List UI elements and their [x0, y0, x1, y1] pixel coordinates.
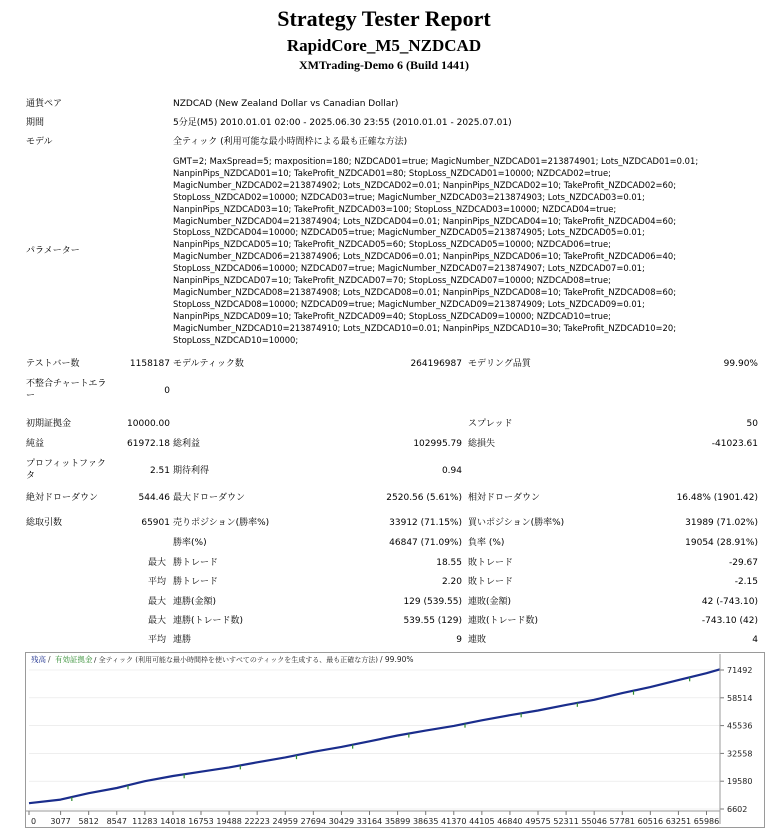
param-line: NanpinPips_NZDCAD03=10; TakeProfit_NZDCAD03=100; StopLoss_NZDCAD03=10000; NZDCAD04=true; [173, 203, 617, 214]
ticks-label: モデルティック数 [173, 359, 244, 369]
param-line: MagicNumber_NZDCAD06=213874906; Lots_NZDCAD06=0.01; NanpinPips_NZDCAD06=10; TakeProfit_NZDCAD06=40; [173, 251, 677, 262]
x-tick-label: 22223 [244, 817, 270, 826]
quality-value: 99.90% [723, 359, 758, 369]
x-tick-label: 44105 [469, 817, 495, 826]
x-tick-label: 16753 [188, 817, 214, 826]
max-cons-money-word: 最大 [148, 597, 167, 607]
abs-drawdown-value: 544.46 [138, 493, 170, 503]
mismatch-value: 0 [164, 386, 170, 396]
avg-loss-label: 敗トレード [468, 577, 514, 587]
gross-profit-value: 102995.79 [413, 439, 462, 449]
symbol-label: 通貨ペア [26, 99, 63, 109]
avg-cons-word: 平均 [148, 635, 167, 645]
gross-loss-label: 総損失 [468, 439, 496, 449]
legend-equity: 有効証拠金 [55, 655, 93, 664]
spread-value: 50 [746, 419, 758, 429]
x-tick-label: 11283 [132, 817, 158, 826]
param-line: StopLoss_NZDCAD08=10000; NZDCAD09=true; MagicNumber_NZDCAD09=213874909; Lots_NZDCAD09=0.01; [173, 298, 645, 309]
period-label: 期間 [26, 118, 45, 128]
param-line: NanpinPips_NZDCAD09=10; TakeProfit_NZDCAD09=40; StopLoss_NZDCAD09=10000; NZDCAD10=true; [173, 310, 611, 321]
period-value: 5分足(M5) 2010.01.01 02:00 - 2025.06.30 23:55 (2010.01.01 - 2025.07.01) [173, 118, 512, 128]
largest-win-label: 勝トレード [173, 558, 219, 568]
total-trades-label: 総取引数 [26, 518, 63, 528]
largest-win-value: 18.55 [436, 558, 462, 568]
long-positions-value: 31989 (71.02%) [685, 518, 758, 528]
gross-profit-label: 総利益 [173, 439, 201, 449]
y-tick-label: 71492 [727, 666, 753, 675]
deposit-value: 10000.00 [127, 419, 170, 429]
model-value: 全ティック (利用可能な最小時間枠による最も正確な方法) [173, 137, 408, 147]
param-line: NanpinPips_NZDCAD01=10; TakeProfit_NZDCAD01=80; StopLoss_NZDCAD01=10000; NZDCAD02=true; [173, 167, 611, 178]
ticks-value: 264196987 [410, 359, 462, 369]
y-tick-label: 6602 [727, 805, 748, 814]
short-positions-label: 売りポジション(勝率%) [173, 518, 270, 528]
max-cons-trades-word: 最大 [148, 616, 167, 626]
param-line: MagicNumber_NZDCAD10=213874910; Lots_NZDCAD10=0.01; NanpinPips_NZDCAD10=30; TakeProfit_NZDCAD10=20; [173, 322, 677, 333]
x-tick-label: 35899 [384, 817, 411, 826]
param-line: StopLoss_NZDCAD04=10000; NZDCAD05=true; MagicNumber_NZDCAD05=213874905; Lots_NZDCAD05=0.01; [173, 227, 645, 238]
largest-word: 最大 [148, 558, 167, 568]
avg-win-value: 2.20 [441, 577, 462, 587]
x-tick-label: 30429 [328, 817, 355, 826]
avg-cons-losses-label: 連敗 [468, 635, 487, 645]
model-label: モデル [26, 137, 53, 147]
x-tick-label: 14018 [160, 817, 186, 826]
expected-payoff-label: 期待利得 [173, 466, 210, 476]
report-title: Strategy Tester Report [277, 6, 491, 31]
balance-chart [25, 652, 765, 828]
expert-name: RapidCore_M5_NZDCAD [286, 36, 482, 55]
y-tick-label: 19580 [727, 777, 753, 787]
max-drawdown-value: 2520.56 (5.61%) [386, 493, 462, 503]
avg-win-label: 勝トレード [173, 577, 219, 587]
param-line: GMT=2; MaxSpread=5; maxposition=180; NZDCAD01=true; MagicNumber_NZDCAD01=213874901; Lots_NZDCAD01=0.01; [173, 156, 699, 166]
symbol-value: NZDCAD (New Zealand Dollar vs Canadian Dollar) [173, 99, 399, 109]
avg-cons-wins-value: 9 [456, 635, 462, 645]
x-tick-label: 65986 [693, 817, 720, 826]
cons-wins-money-label: 連勝(金額) [173, 597, 217, 607]
average-word: 平均 [148, 577, 167, 587]
param-line: MagicNumber_NZDCAD02=213874902; Lots_NZDCAD02=0.01; NanpinPips_NZDCAD02=10; TakeProfit_NZDCAD02=60; [173, 179, 677, 190]
x-tick-label: 19488 [216, 817, 242, 826]
win-rate-value: 46847 (71.09%) [389, 538, 462, 548]
param-line: MagicNumber_NZDCAD04=213874904; Lots_NZDCAD04=0.01; NanpinPips_NZDCAD04=10; TakeProfit_NZDCAD04=60; [173, 215, 677, 226]
param-line: NanpinPips_NZDCAD05=10; TakeProfit_NZDCAD05=60; StopLoss_NZDCAD05=10000; NZDCAD06=true; [173, 239, 611, 250]
x-tick-label: 3077 [50, 817, 71, 826]
param-line: StopLoss_NZDCAD02=10000; NZDCAD03=true; MagicNumber_NZDCAD03=213874903; Lots_NZDCAD03=0.01; [173, 191, 645, 202]
deposit-label: 初期証拠金 [26, 419, 72, 429]
y-tick-label: 32558 [727, 749, 753, 759]
cons-losses-money-label: 連敗(金額) [468, 597, 512, 607]
cons-wins-money-value: 129 (539.55) [403, 597, 462, 607]
x-tick-label: 33164 [356, 817, 383, 826]
loss-rate-label: 負率 (%) [468, 538, 505, 548]
quality-label: モデリング品質 [468, 359, 531, 369]
params-label: パラメーター [26, 246, 80, 256]
bars-value: 1158187 [129, 359, 170, 369]
loss-rate-value: 19054 (28.91%) [685, 538, 758, 548]
x-tick-label: 55046 [581, 817, 607, 826]
x-tick-label: 27694 [300, 817, 327, 826]
x-tick-label: 49575 [525, 817, 551, 826]
avg-cons-wins-label: 連勝 [173, 635, 192, 645]
x-tick-label: 57781 [609, 817, 635, 826]
x-tick-label: 5812 [78, 817, 99, 826]
profit-factor-label: プロフィットファク [26, 459, 106, 469]
profit-factor-label-2: タ [26, 471, 36, 481]
mismatch-label: 不整合チャートエラ [26, 379, 107, 389]
legend-model: / 全ティック (利用可能な最小時間枠を使いすべてのティックを生成する、最も正確な方法) [94, 656, 379, 664]
total-trades-value: 65901 [141, 518, 170, 528]
x-tick-label: 24959 [272, 817, 298, 826]
rel-drawdown-label: 相対ドローダウン [468, 493, 541, 503]
largest-loss-label: 敗トレード [468, 558, 514, 568]
legend-separator: / [48, 655, 51, 664]
cons-wins-trades-value: 539.55 (129) [403, 616, 462, 626]
chart-frame [26, 653, 765, 828]
max-drawdown-label: 最大ドローダウン [173, 493, 246, 503]
rel-drawdown-value: 16.48% (1901.42) [676, 493, 758, 503]
abs-drawdown-label: 絶対ドローダウン [26, 493, 99, 503]
param-line: StopLoss_NZDCAD10=10000; [173, 334, 299, 345]
x-tick-label: 46840 [497, 817, 523, 826]
params-block [173, 156, 763, 347]
gross-loss-value: -41023.61 [711, 439, 758, 449]
legend-balance: 残高 [31, 655, 46, 664]
x-tick-label: 0 [31, 817, 37, 826]
param-line: NanpinPips_NZDCAD07=10; TakeProfit_NZDCAD07=70; StopLoss_NZDCAD07=10000; NZDCAD08=true; [173, 275, 611, 286]
y-tick-label: 58514 [727, 693, 753, 703]
param-line: StopLoss_NZDCAD06=10000; NZDCAD07=true; MagicNumber_NZDCAD07=213874907; Lots_NZDCAD07=0.01; [173, 263, 645, 274]
x-tick-label: 63251 [665, 817, 692, 826]
long-positions-label: 買いポジション(勝率%) [468, 518, 565, 528]
x-tick-label: 52311 [553, 817, 579, 826]
y-tick-label: 45536 [727, 721, 753, 731]
cons-losses-trades-label: 連敗(トレード数) [468, 616, 539, 626]
net-profit-value: 61972.18 [127, 439, 170, 449]
mismatch-label-2: ー [26, 391, 36, 401]
cons-losses-trades-value: -743.10 (42) [701, 616, 758, 626]
param-line: MagicNumber_NZDCAD08=213874908; Lots_NZDCAD08=0.01; NanpinPips_NZDCAD08=10; TakeProfit_NZDCAD08=60; [173, 286, 677, 297]
spread-label: スプレッド [468, 419, 513, 429]
cons-wins-trades-label: 連勝(トレード数) [173, 616, 244, 626]
profit-factor-value: 2.51 [149, 466, 170, 476]
x-tick-label: 60516 [637, 817, 664, 826]
expected-payoff-value: 0.94 [441, 466, 462, 476]
short-positions-value: 33912 (71.15%) [389, 518, 462, 528]
x-tick-label: 41370 [441, 817, 467, 826]
net-profit-label: 純益 [26, 439, 45, 449]
avg-cons-losses-value: 4 [752, 635, 758, 645]
server-name: XMTrading-Demo 6 (Build 1441) [298, 58, 470, 72]
avg-loss-value: -2.15 [734, 577, 758, 587]
cons-losses-money-value: 42 (-743.10) [701, 597, 758, 607]
x-tick-label: 38635 [412, 817, 439, 826]
bars-label: テストバー数 [26, 359, 80, 369]
win-rate-label: 勝率(%) [173, 538, 207, 548]
x-tick-label: 8547 [106, 817, 127, 826]
largest-loss-value: -29.67 [728, 558, 758, 568]
legend-quality: / 99.90% [380, 655, 414, 664]
